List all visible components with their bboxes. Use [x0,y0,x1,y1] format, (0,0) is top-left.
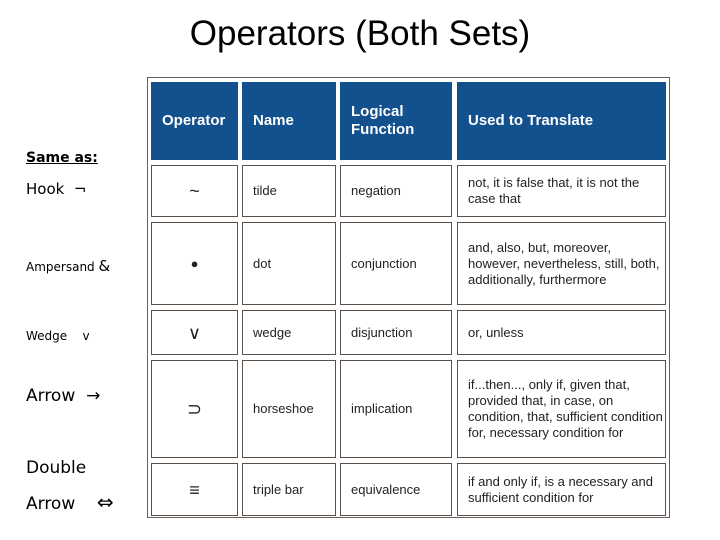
cell-operator: ≡ [151,463,238,516]
cell-translation: and, also, but, moreover, however, nevertheless, still, both, additionally, furthermore [457,222,666,305]
cell-name: horseshoe [242,360,336,458]
wedge-symbol: v [82,329,90,343]
cell-name: dot [242,222,336,305]
arrow-label [26,386,100,406]
cell-operator: ~ [151,165,238,217]
double-label: Double [26,458,87,478]
cell-function: disjunction [340,310,452,355]
ampersand-text: Ampersand [26,260,95,274]
cell-operator: ● [151,222,238,305]
cell-name: tilde [242,165,336,217]
cell-name: triple bar [242,463,336,516]
arrow-text: Arrow [26,386,76,406]
ampersand-label [26,257,110,275]
cell-function: implication [340,360,452,458]
cell-operator: ∨ [151,310,238,355]
double-arrow-symbol: ⇔ [96,490,114,514]
cell-function: equivalence [340,463,452,516]
arrow2-text: Arrow [26,494,76,514]
hook-symbol: ¬ [73,180,87,198]
hook-text: Hook [26,180,65,198]
cell-translation: or, unless [457,310,666,355]
cell-function: conjunction [340,222,452,305]
cell-translation: if...then..., only if, given that, provided that, in case, on condition, that, sufficient condition for, necessary condition for [457,360,666,458]
wedge-text: Wedge [26,329,68,343]
header-translation: Used to Translate [457,82,666,160]
arrow-symbol: → [86,386,101,406]
cell-translation: if and only if, is a necessary and sufficient condition for [457,463,666,516]
wedge-label [26,329,90,343]
cell-function: negation [340,165,452,217]
cell-name: wedge [242,310,336,355]
header-name: Name [242,82,336,160]
slide-title: Operators (Both Sets) [189,14,531,53]
hook-label [26,180,86,198]
cell-translation: not, it is false that, it is not the case that [457,165,666,217]
header-operator: Operator [151,82,238,160]
same-as-heading: Same as: [26,150,98,166]
cell-operator: ⊃ [151,360,238,458]
ampersand-symbol: & [98,257,111,275]
header-function: Logical Function [340,82,452,160]
double-arrow-label [26,490,114,514]
